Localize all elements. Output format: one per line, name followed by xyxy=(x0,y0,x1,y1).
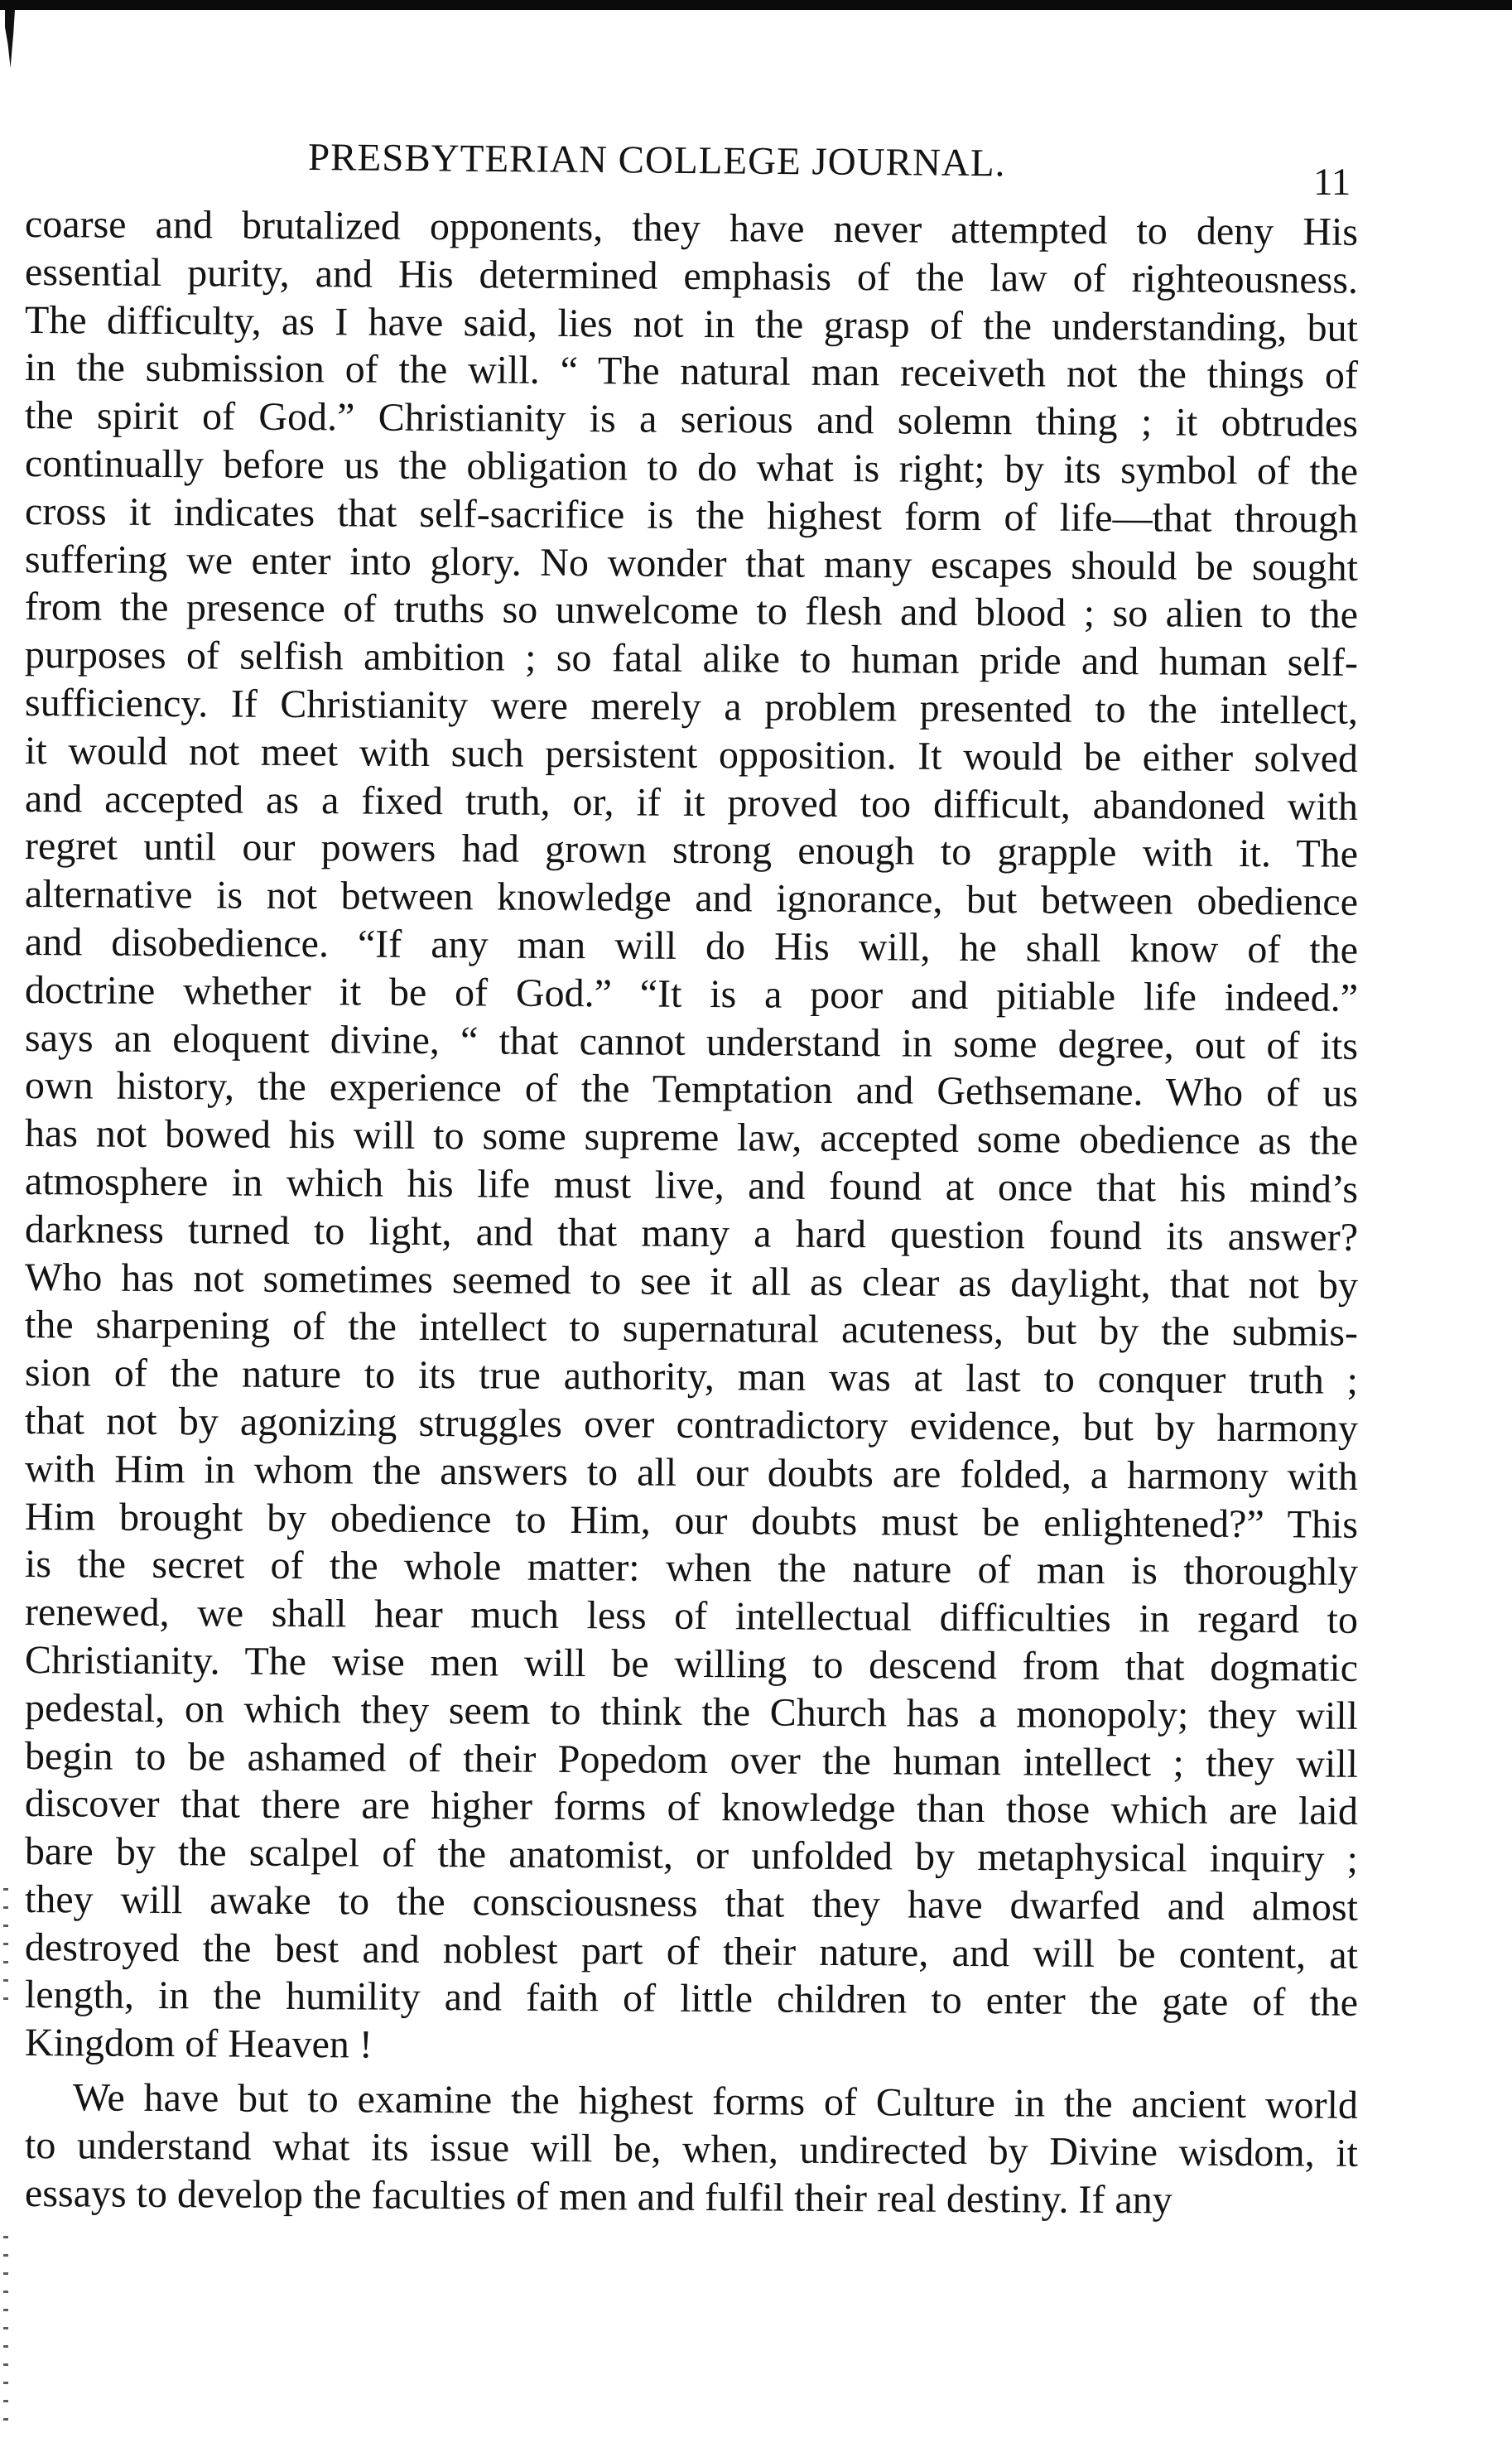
body-text xyxy=(24,200,1359,2223)
running-head xyxy=(0,132,1512,204)
text-line: has not bowed his will to some supreme law, accepted some obedience as the xyxy=(24,1111,1359,1163)
text-line: essays to develop the faculties of men and fulfil their real destiny. If any xyxy=(24,2170,1173,2223)
text-line: it would not meet with such persistent opposition. It would be either solved xyxy=(24,728,1359,781)
scan-margin-specks xyxy=(3,2236,8,2435)
text-line: suffering we enter into glory. No wonder that many escapes should be sought xyxy=(24,537,1359,590)
text-line: coarse and brutalized opponents, they have never attempted to deny His xyxy=(24,202,1359,254)
text-line: begin to be ashamed of their Popedom over the human intellect ; they will xyxy=(24,1733,1359,1786)
text-line: that not by agonizing struggles over contradictory evidence, but by harmony xyxy=(24,1398,1359,1451)
text-line: they will awake to the consciousness that they have dwarfed and almost xyxy=(24,1876,1359,1929)
text-line: to understand what its issue will be, when, undirected by Divine wisdom, it xyxy=(24,2122,1359,2175)
text-line: Him brought by obedience to Him, our doubts must be enlightened?” This xyxy=(24,1494,1359,1547)
text-line: the sharpening of the intellect to supernatural acuteness, but by the submis- xyxy=(24,1303,1359,1356)
text-line: cross it indicates that self-sacrifice is the highest form of life—that through xyxy=(24,489,1359,542)
text-line: length, in the humility and faith of little children to enter the gate of the xyxy=(24,1973,1359,2026)
text-line: The difficulty, as I have said, lies not in the grasp of the understanding, but xyxy=(24,297,1359,350)
text-line: Christianity. The wise men will be willing to descend from that dogmatic xyxy=(24,1637,1359,1690)
text-line: with Him in whom the answers to all our doubts are folded, a harmony with xyxy=(24,1446,1359,1499)
text-line: essential purity, and His determined emphasis of the law of righteousness. xyxy=(24,249,1359,302)
text-line: the spirit of God.” Christianity is a serious and solemn thing ; it obtrudes xyxy=(24,393,1359,446)
text-line: darkness turned to light, and that many a hard question found its answer? xyxy=(24,1207,1359,1260)
text-line: is the secret of the whole matter: when the nature of man is thoroughly xyxy=(24,1542,1359,1595)
text-line: atmosphere in which his life must live, and found at once that his mind’s xyxy=(24,1159,1359,1212)
text-line: renewed, we shall hear much less of intellectual difficulties in regard to xyxy=(24,1590,1359,1642)
scan-margin-mark xyxy=(5,10,15,68)
text-line: discover that there are higher forms of knowledge than those which are laid xyxy=(24,1781,1359,1834)
text-line: pedestal, on which they seem to think the Church has a monopoly; they will xyxy=(24,1685,1359,1738)
journal-title: PRESBYTERIAN COLLEGE JOURNAL. xyxy=(307,136,1006,185)
text-line: alternative is not between knowledge and ignorance, but between obedience xyxy=(24,872,1359,924)
text-line: sion of the nature to its true authority, man was at last to conquer truth ; xyxy=(24,1351,1359,1403)
paragraph-1 xyxy=(25,200,1358,2067)
text-line: bare by the scalpel of the anatomist, or unfolded by metaphysical inquiry ; xyxy=(24,1829,1359,1881)
text-line: Kingdom of Heaven ! xyxy=(24,2021,373,2067)
text-line: own history, the experience of the Temptation and Gethsemane. Who of us xyxy=(24,1063,1359,1116)
text-line: destroyed the best and noblest part of their nature, and will be content, at xyxy=(24,1925,1359,1978)
text-line: continually before us the obligation to do what is right; by its symbol of the xyxy=(24,441,1359,494)
text-line: and disobedience. “If any man will do His will, he shall know of the xyxy=(24,919,1359,972)
paragraph-2 xyxy=(24,2074,1359,2223)
scan-edge-bar xyxy=(0,0,1512,10)
text-line: doctrine whether it be of God.” “It is a poor and pitiable life indeed.” xyxy=(24,967,1359,1020)
page-number: 11 xyxy=(1313,161,1351,204)
text-line: purposes of selfish ambition ; so fatal alike to human pride and human self- xyxy=(24,633,1359,686)
text-line: sufficiency. If Christianity were merely a problem presented to the intellect, xyxy=(24,680,1359,733)
text-line: says an eloquent divine, “ that cannot understand in some degree, out of its xyxy=(24,1015,1359,1068)
text-line: Who has not sometimes seemed to see it all as clear as daylight, that not by xyxy=(24,1255,1359,1308)
text-line: We have but to examine the highest forms of Culture in the ancient world xyxy=(72,2075,1359,2127)
scan-margin-specks xyxy=(3,1888,8,2004)
text-line: in the submission of the will. “ The natural man receiveth not the things of xyxy=(24,345,1359,398)
text-line: from the presence of truths so unwelcome to flesh and blood ; so alien to the xyxy=(24,585,1359,638)
text-line: regret until our powers had grown strong enough to grapple with it. The xyxy=(24,824,1359,877)
text-line: and accepted as a fixed truth, or, if it proved too difficult, abandoned with xyxy=(24,776,1359,829)
